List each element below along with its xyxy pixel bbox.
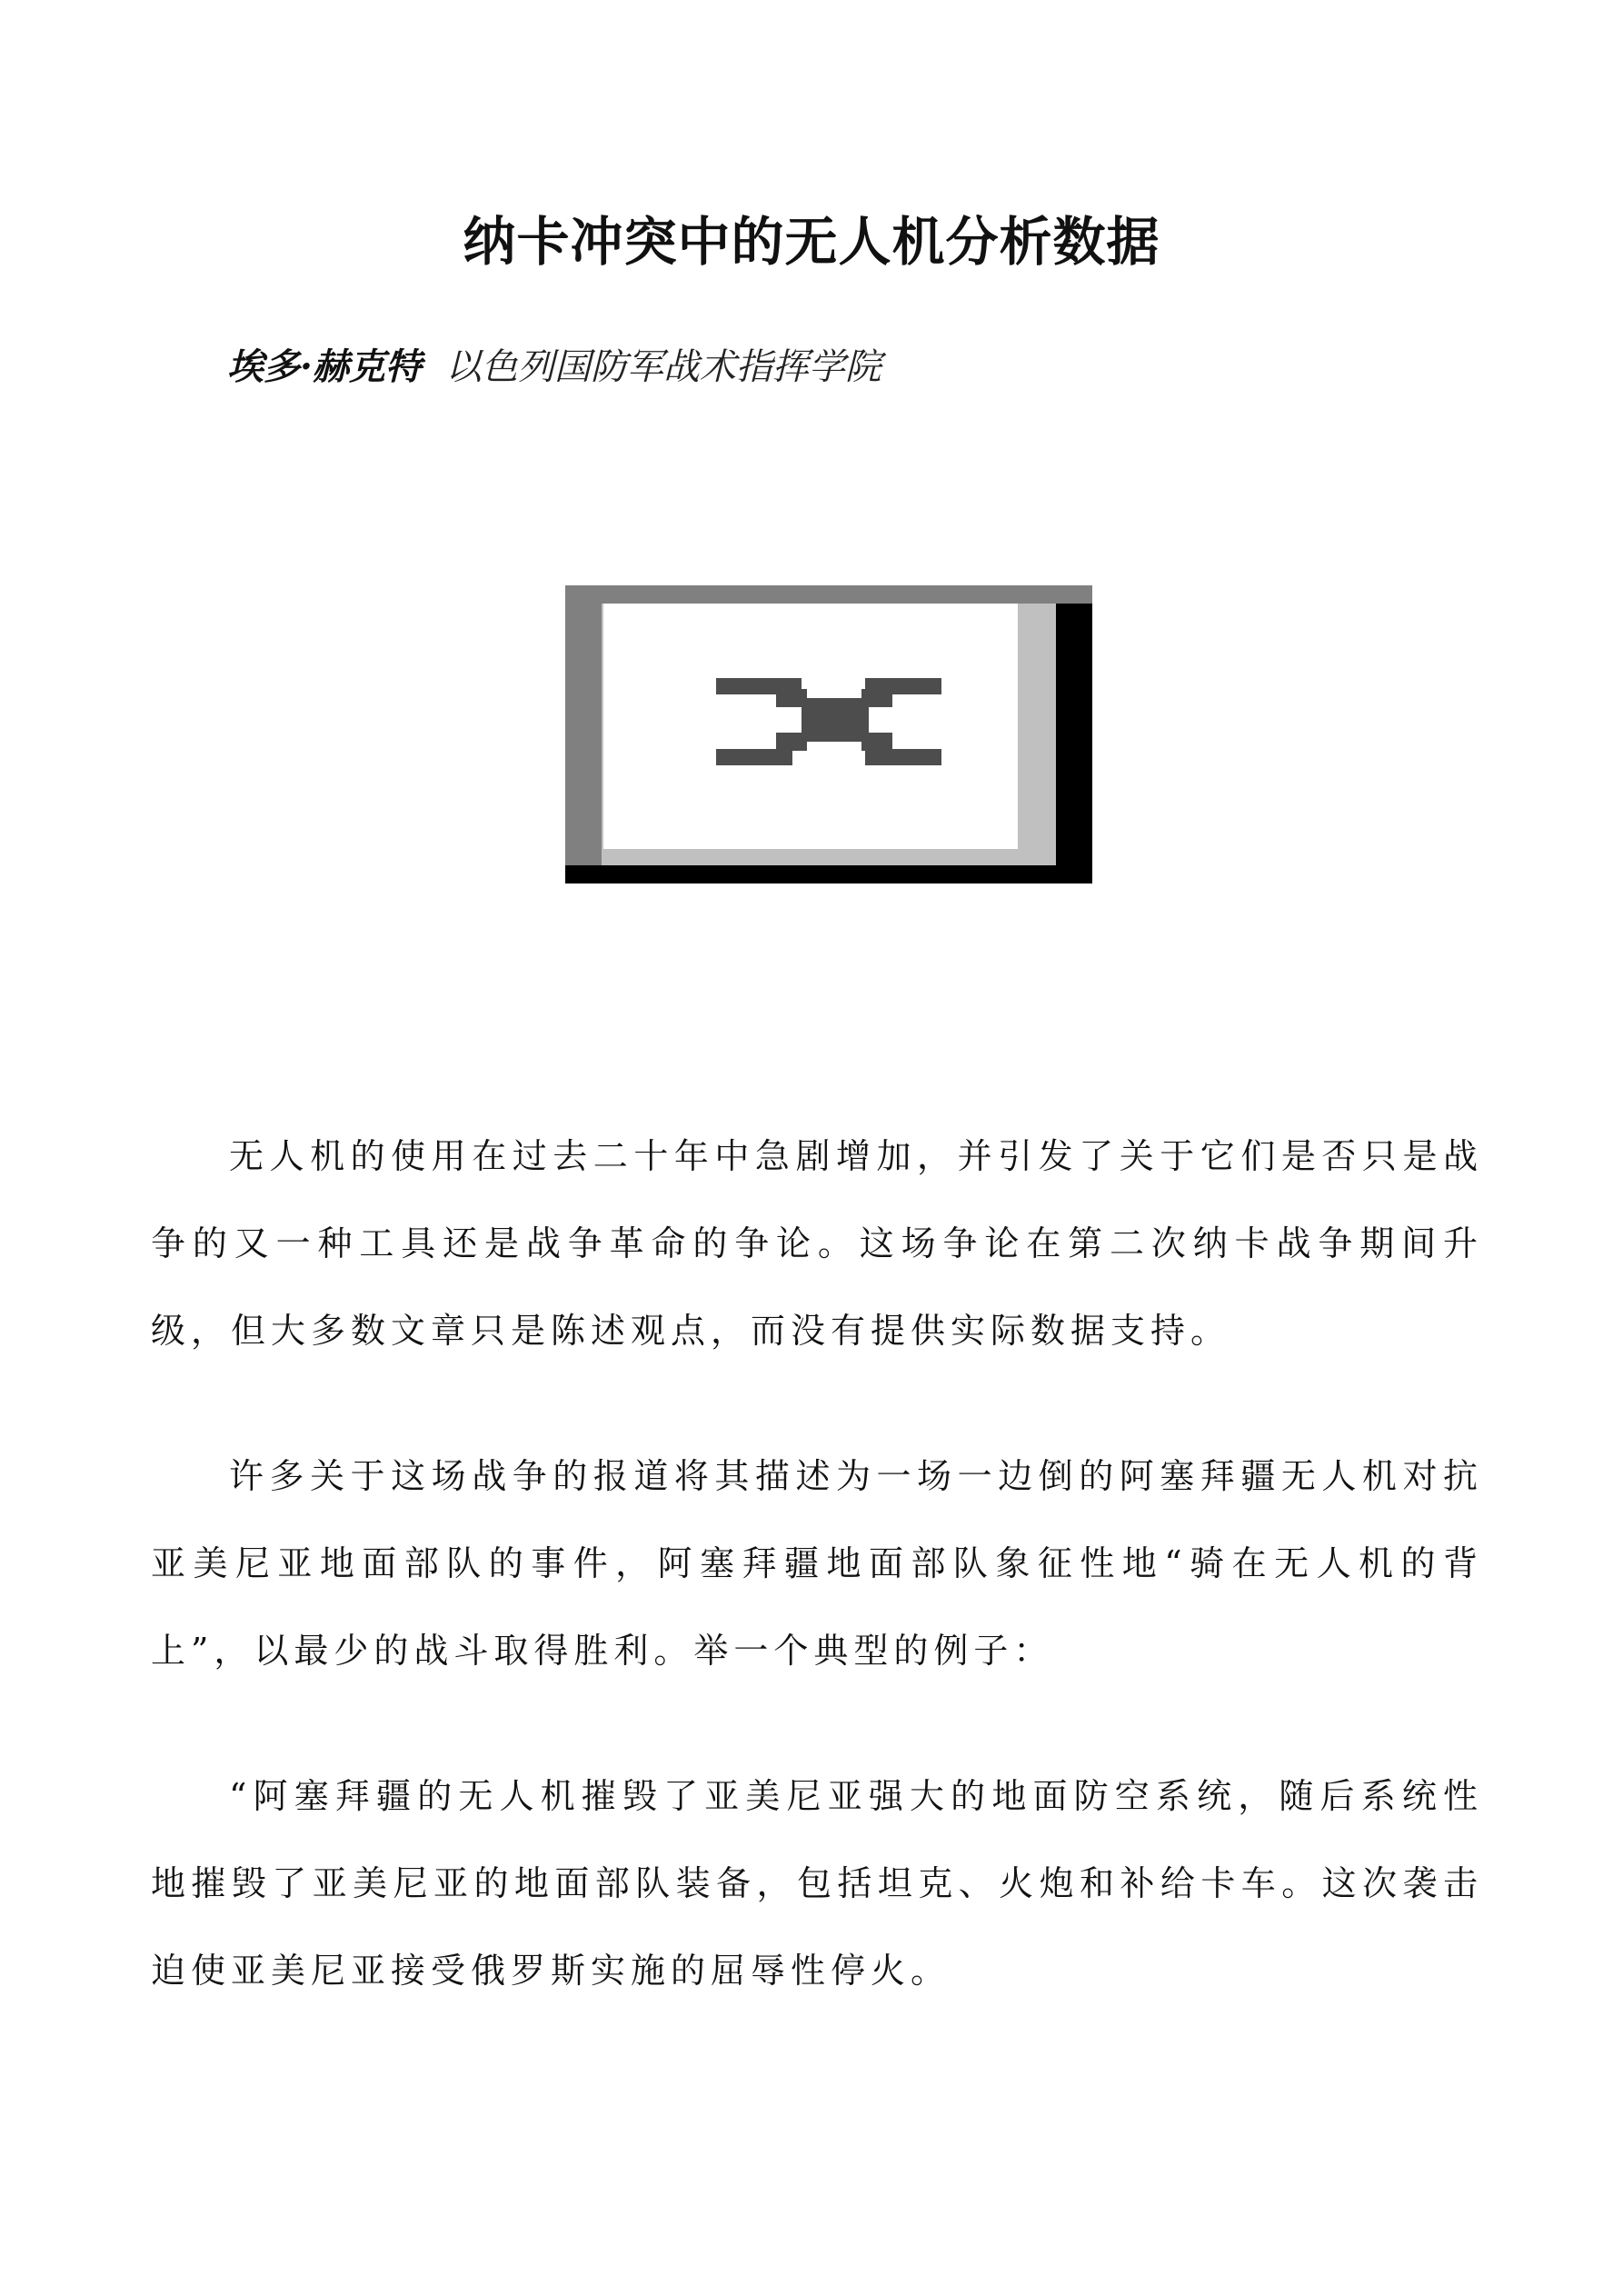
- frame-left: [565, 585, 602, 865]
- figure-placeholder: [565, 585, 1092, 883]
- paragraph: “阿塞拜疆的无人机摧毁了亚美尼亚强大的地面防空系统，随后系统性地摧毁了亚美尼亚的地面部队装备，包括坦克、火炮和补给卡车。这次袭击迫使亚美尼亚接受俄罗斯实施的屈辱性停火。: [151, 1776, 1483, 1991]
- broken-image-placeholder-icon: [565, 585, 1092, 883]
- frame-top: [565, 585, 1092, 604]
- paragraph: 许多关于这场战争的报道将其描述为一场一边倒的阿塞拜疆无人机对抗亚美尼亚地面部队的事件，阿塞拜疆地面部队象征性地“骑在无人机的背上”，以最少的战斗取得胜利。举一个典型的例子：: [151, 1456, 1483, 1671]
- paragraph: 无人机的使用在过去二十年中急剧增加，并引发了关于它们是否只是战争的又一种工具还是战争革命的争论。这场争论在第二次纳卡战争期间升级，但大多数文章只是陈述观点，而没有提供实际数据支持。: [151, 1136, 1483, 1351]
- body-text: [151, 1113, 1483, 2072]
- document-title: 纳卡冲突中的无人机分析数据: [463, 211, 1160, 273]
- author-affiliation: 以色列国防军战术指挥学院: [444, 346, 881, 388]
- author-name: 埃多·赫克特: [227, 345, 422, 388]
- byline: [227, 340, 881, 394]
